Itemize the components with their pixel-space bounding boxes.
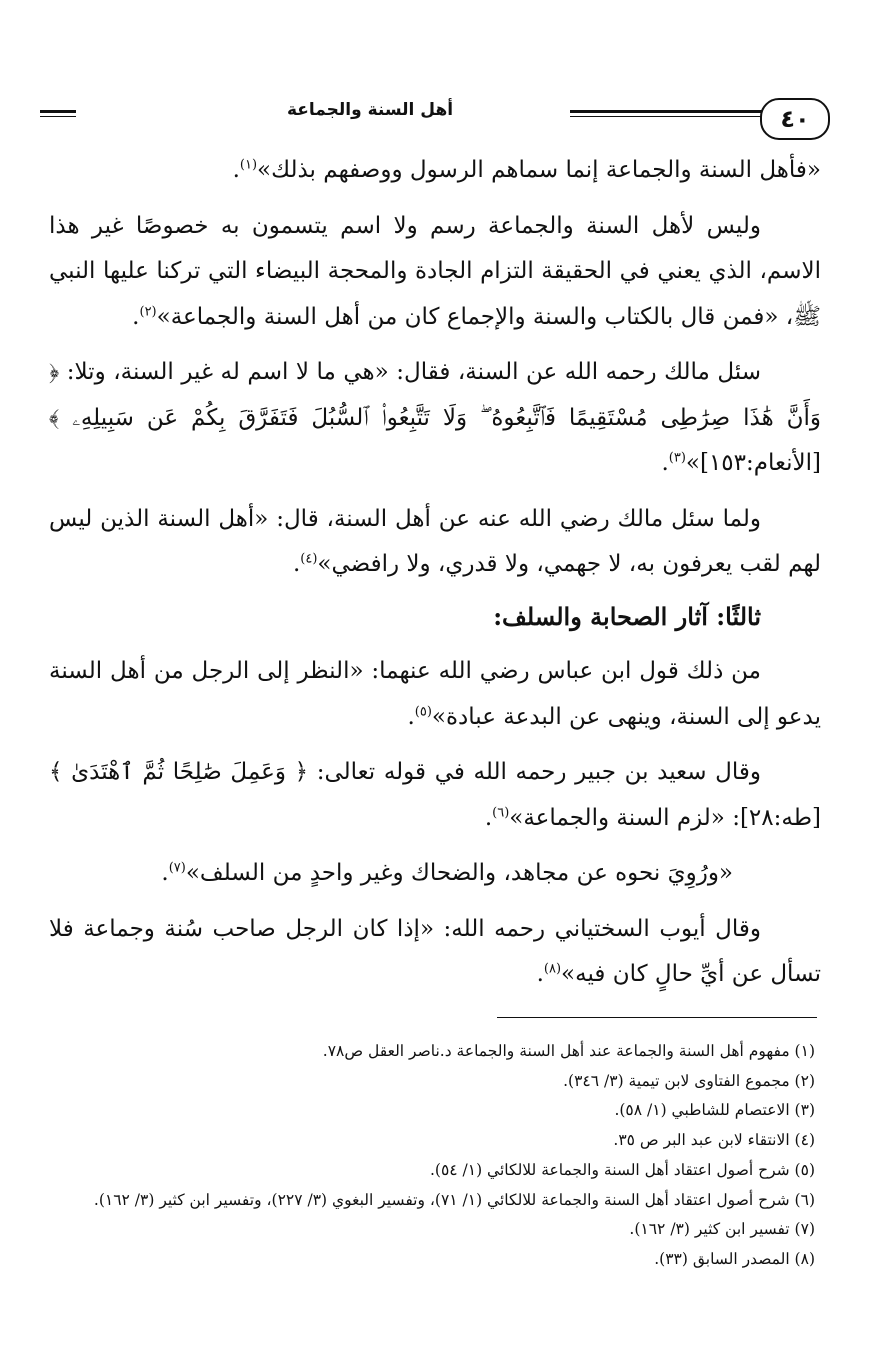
footnote-ref: (٤) bbox=[300, 551, 318, 567]
footnote-8: (٨) المصدر السابق (٣٣). bbox=[654, 1249, 815, 1268]
paragraph-7: وقال سعيد بن جبير رحمه الله في قوله تعالى: ﴿ وَعَمِلَ صَٰلِحًا ثُمَّ ٱهْتَدَىٰ ﴾[طه:٢٨]: «لزم السنة والجماعة»$^{(٦)}$. bbox=[49, 759, 821, 831]
main-text bbox=[49, 148, 821, 998]
footnote-6: (٦) شرح أصول اعتقاد أهل السنة والجماعة للالكائي (١/ ٧١)، وتفسير البغوي (٣/ ٢٢٧)، وتفسير ابن كثير (٣/ ١٦٢). bbox=[93, 1190, 815, 1209]
paragraph-9: وقال أيوب السختياني رحمه الله: «إذا كان الرجل صاحب سُنة وجماعة فلا تسأل عن أيِّ حالٍ كان فيه»$^{(٨)}$. bbox=[49, 915, 821, 987]
footnote-1: (١) مفهوم أهل السنة والجماعة عند أهل السنة والجماعة د.ناصر العقل ص٧٨. bbox=[322, 1042, 815, 1060]
paragraph-1: «فأهل السنة والجماعة إنما سماهم الرسول ووصفهم بذلك»$^{(١)}$. bbox=[232, 157, 821, 183]
footnote-3: (٣) الاعتصام للشاطبي (١/ ٥٨). bbox=[614, 1101, 815, 1120]
paragraph-6: من ذلك قول ابن عباس رضي الله عنهما: «النظر إلى الرجل من أهل السنة يدعو إلى السنة، وينهى عن البدعة عبادة»$^{(٥)}$. bbox=[49, 658, 821, 730]
section-heading: ثالثًا: آثار الصحابة والسلف: bbox=[493, 601, 761, 631]
page-number: ٤٠ bbox=[760, 98, 830, 140]
header-rule-right bbox=[570, 110, 770, 117]
header-rule-left bbox=[40, 110, 76, 117]
footnote-ref: (٥) bbox=[414, 703, 432, 719]
paragraph-8: «ورُوِيَ نحوه عن مجاهد، والضحاك وغير واحدٍ من السلف»$^{(٧)}$. bbox=[161, 860, 733, 886]
footnote-ref: (٨) bbox=[543, 961, 562, 977]
page-header bbox=[40, 96, 830, 144]
footnote-7: (٧) تفسير ابن كثير (٣/ ١٦٢). bbox=[629, 1220, 815, 1239]
paragraph-3: سئل مالك رحمه الله عن السنة، فقال: «هي ما لا اسم له غير السنة، وتلا: ﴿ وَأَنَّ هَٰذَا صِرَٰطِى مُسْتَقِيمًا فَٱتَّبِعُوهُ ۖ وَلَا تَتَّبِعُوا۟ ٱلسُّبُلَ فَتَفَرَّقَ بِكُمْ عَن سَبِيلِهِۦ ﴾[الأنعام:١٥٣]»$^{(٣)}$. bbox=[49, 359, 821, 476]
footnote-ref: (٣) bbox=[668, 450, 686, 466]
footnote-4: (٤) الانتقاء لابن عبد البر ص ٣٥. bbox=[613, 1131, 815, 1150]
footnote-ref: (٧) bbox=[168, 860, 186, 876]
footnote-2: (٢) مجموع الفتاوى لابن تيمية (٣/ ٣٤٦). bbox=[563, 1071, 815, 1090]
footnote-ref: (٦) bbox=[492, 804, 510, 820]
footnote-ref: (٢) bbox=[139, 303, 157, 319]
footnote-ref: (١) bbox=[239, 157, 258, 173]
running-title: أهل السنة والجماعة bbox=[286, 100, 454, 120]
paragraph-2: وليس لأهل السنة والجماعة رسم ولا اسم يتسمون به خصوصًا غير هذا الاسم، الذي يعني في الحقيقة التزام الجادة والمحجة البيضاء التي تركنا عليها النبي ﷺ، «فمن قال بالكتاب والسنة والإجماع كان من أهل السنة والجماعة»$^{(٢)}$. bbox=[49, 212, 821, 330]
paragraph-4: ولما سئل مالك رضي الله عنه عن أهل السنة، قال: «أهل السنة الذين ليس لهم لقب يعرفون به، لا جهمي، ولا قدري، ولا رافضي»$^{(٤)}$. bbox=[49, 505, 821, 577]
footnote-separator bbox=[497, 1017, 817, 1018]
footnotes bbox=[25, 1037, 815, 1275]
footnote-5: (٥) شرح أصول اعتقاد أهل السنة والجماعة للالكائي (١/ ٥٤). bbox=[429, 1160, 815, 1179]
